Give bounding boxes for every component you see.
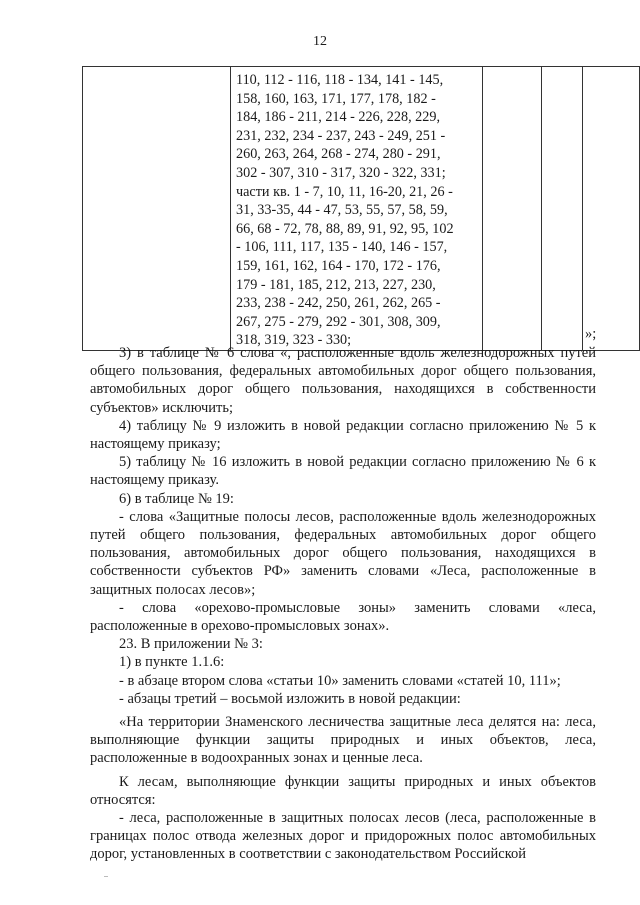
table-cell-empty xyxy=(542,67,582,351)
quarters-line: 158, 160, 163, 171, 177, 178, 182 - xyxy=(236,90,436,107)
quarters-line: 66, 68 - 72, 78, 88, 89, 91, 92, 95, 102 xyxy=(236,220,454,237)
table-row xyxy=(83,67,640,351)
quarters-line: 184, 186 - 211, 214 - 226, 228, 229, xyxy=(236,109,441,126)
closing-quote: »; xyxy=(585,326,597,342)
paragraph-item-6: 6) в таблице № 19: xyxy=(119,490,234,507)
paragraph-second-abzac: - в абзаце втором слова «статьи 10» заменить словами «статей 10, 111»; xyxy=(119,672,561,689)
quarters-line: 179 - 181, 185, 212, 213, 227, 230, xyxy=(236,276,436,293)
paragraph-point-1: 1) в пункте 1.1.6: xyxy=(119,654,225,671)
document-body xyxy=(90,344,596,864)
quarters-line: 231, 232, 234 - 237, 243 - 249, 251 - xyxy=(236,127,446,144)
paragraph-protective-strips-list: - леса, расположенные в защитных полосах лесов (леса, расположенные в границах полос отвода железных дорог и придорожных полос автомобильных дорог, установленных в соответствии с законодательством Российской xyxy=(90,810,596,863)
quarters-line: 302 - 307, 310 - 317, 320 - 322, 331; xyxy=(236,164,446,181)
quarters-line: 318, 319, 323 - 330; xyxy=(236,332,352,349)
quarters-line: 159, 161, 162, 164 - 170, 172 - 176, xyxy=(236,257,441,274)
paragraph-replace-nut-zones: - слова «орехово-промысловые зоны» заменить словами «леса, расположенные в орехово-промысловых зонах». xyxy=(90,599,596,635)
paragraph-section-23: 23. В приложении № 3: xyxy=(119,636,263,653)
quarters-line: 110, 112 - 116, 118 - 134, 141 - 145, xyxy=(236,72,444,88)
forest-quarters-table xyxy=(82,66,640,351)
paragraph-item-5: 5) таблицу № 16 изложить в новой редакции согласно приложению № 6 к настоящему приказу. xyxy=(90,454,596,489)
quarters-line: 31, 33-35, 44 - 47, 53, 55, 57, 58, 59, xyxy=(236,202,448,219)
quarters-line: 267, 275 - 279, 292 - 301, 308, 309, xyxy=(236,313,441,330)
paragraph-protective-forests: «На территории Знаменского лесничества защитные леса делятся на: леса, выполняющие функции защиты природных и иных объектов, леса, расположенные в водоохранных зонах и ценные леса. xyxy=(90,714,596,767)
scan-mark xyxy=(104,876,108,877)
paragraph-replace-protective-strips: - слова «Защитные полосы лесов, расположенные вдоль железнодорожных путей общего пользования, федеральных автомобильных дорог общего пользования, автомобильных дорог общего пользования, находящихся в собственности субъектов РФ» заменить словами «Леса, расположенные в защитных полосах лесов»; xyxy=(90,508,596,598)
page-number: 12 xyxy=(313,34,327,49)
table-cell-empty xyxy=(483,67,542,351)
quarters-line: части кв. 1 - 7, 10, 11, 16-20, 21, 26 - xyxy=(236,183,453,200)
quarters-line: - 106, 111, 117, 135 - 140, 146 - 157, xyxy=(236,239,448,256)
paragraph-item-3: 3) в таблице № 6 слова «, расположенные вдоль железнодорожных путей общего пользования, федеральных автомобильных дорог общего пользования, автомобильных дорог общего пользования, находящихся в собственности субъектов» исключить; xyxy=(90,345,596,416)
paragraph-third-eighth-abzac: - абзацы третий – восьмой изложить в новой редакции: xyxy=(119,690,461,707)
table-cell-empty xyxy=(582,67,639,351)
quarters-line: 233, 238 - 242, 250, 261, 262, 265 - xyxy=(236,295,441,312)
paragraph-protection-functions: К лесам, выполняющие функции защиты природных и иных объектов относятся: xyxy=(90,773,596,808)
table-cell-empty xyxy=(83,67,231,351)
paragraph-item-4: 4) таблицу № 9 изложить в новой редакции согласно приложению № 5 к настоящему приказу; xyxy=(90,417,596,453)
quarters-line: 260, 263, 264, 268 - 274, 280 - 291, xyxy=(236,146,441,163)
quarters-list-cell xyxy=(231,67,483,351)
